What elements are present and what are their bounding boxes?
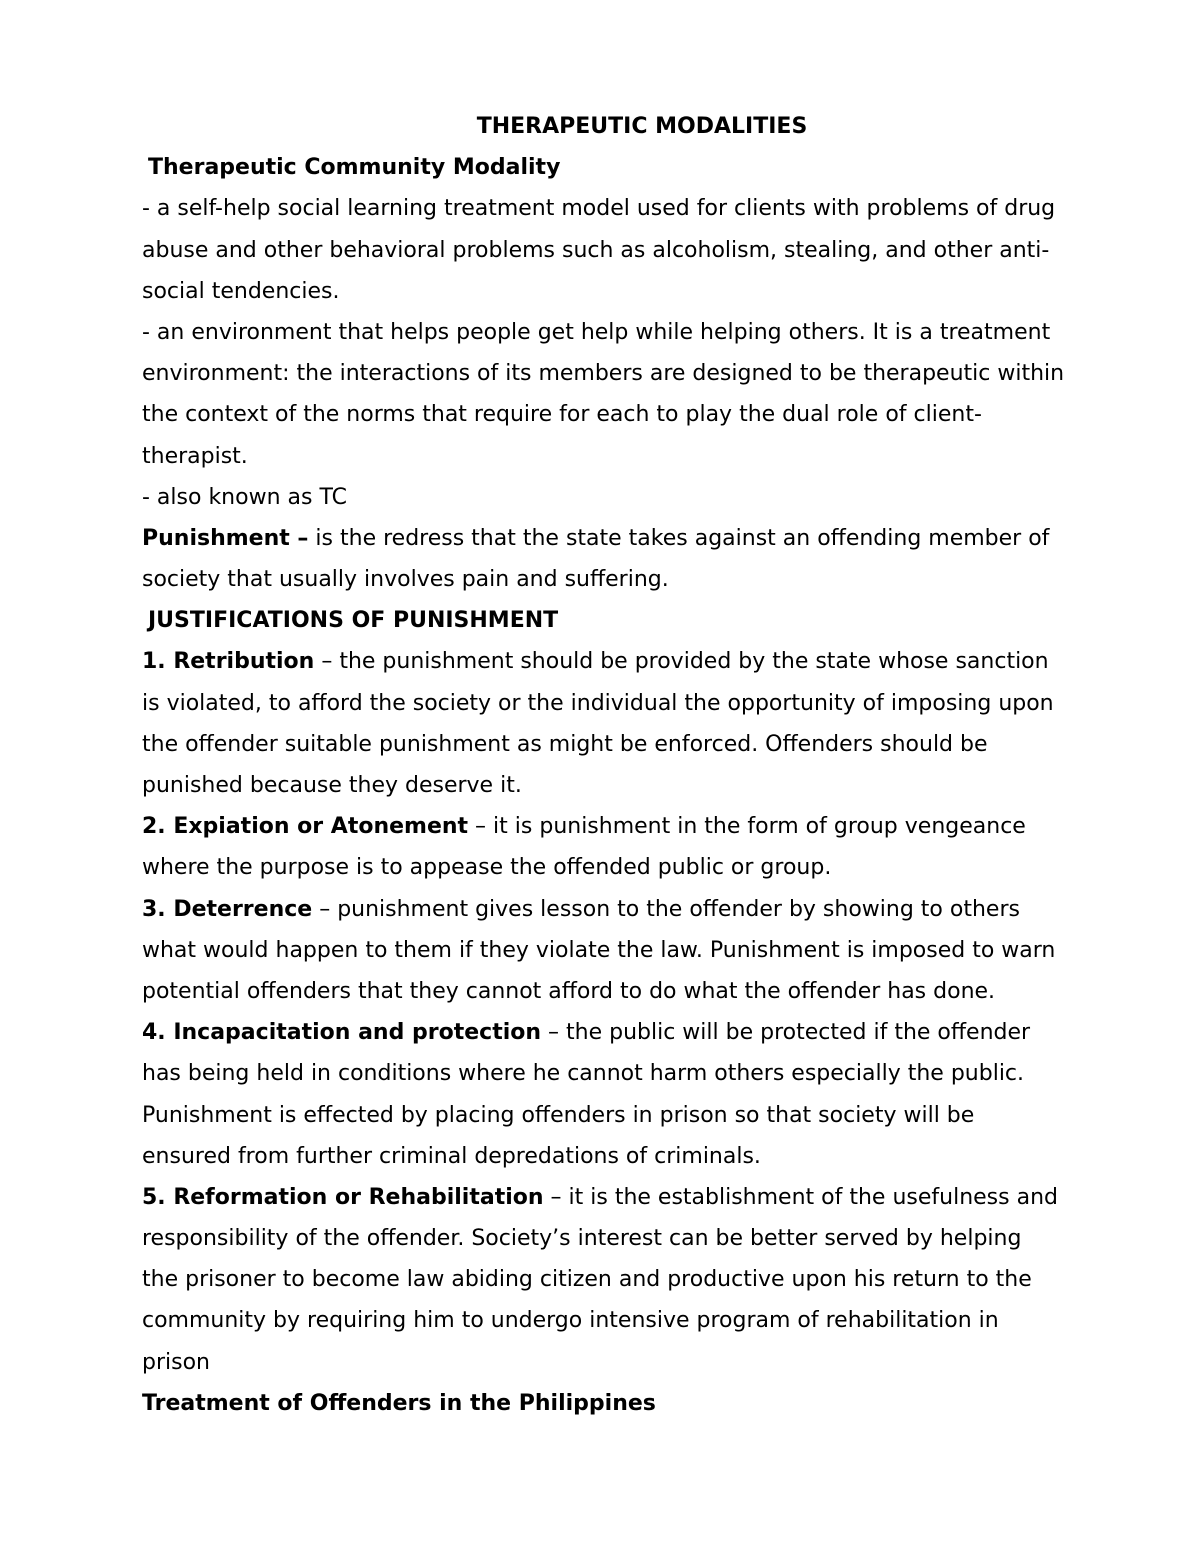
text-line: community by requiring him to undergo intensive program of rehabilitation in <box>142 1308 999 1334</box>
text-line: the prisoner to become law abiding citizen and productive upon his return to the <box>142 1267 1032 1293</box>
text-span: – it is the establishment of the usefulness and <box>543 1184 1058 1210</box>
tc-paragraph <box>142 188 1142 518</box>
text-span: – punishment gives lesson to the offender by showing to others <box>312 896 1020 922</box>
justification-item-expiation <box>142 806 1142 888</box>
punishment-term: Punishment – <box>142 525 309 551</box>
text-line: where the purpose is to appease the offended public or group. <box>142 855 832 881</box>
text-line: what would happen to them if they violate the law. Punishment is imposed to warn <box>142 937 1056 963</box>
justification-item-retribution <box>142 641 1142 806</box>
text-line: environment: the interactions of its members are designed to be therapeutic within <box>142 361 1065 387</box>
text-line: society that usually involves pain and suffering. <box>142 567 669 593</box>
justification-item-incapacitation <box>142 1012 1142 1177</box>
text-line: punished because they deserve it. <box>142 773 522 798</box>
item-label: 5. Reformation or Rehabilitation <box>142 1184 544 1210</box>
item-label: 2. Expiation or Atonement <box>142 814 469 840</box>
text-line: responsibility of the offender. Society’s interest can be better served by helping <box>142 1226 1022 1252</box>
text-line: prison <box>142 1349 210 1375</box>
text-line: the context of the norms that require for each to play the dual role of client- <box>142 402 982 428</box>
text-span: – the punishment should be provided by the state whose sanction <box>314 649 1049 675</box>
document-page <box>142 106 1142 1424</box>
text-line: abuse and other behavioral problems such as alcoholism, stealing, and other anti- <box>142 237 1050 263</box>
text-line: - an environment that helps people get help while helping others. It is a treatment <box>142 319 1051 345</box>
justifications-heading: JUSTIFICATIONS OF PUNISHMENT <box>148 608 559 634</box>
text-span: is the redress that the state takes against an offending member of <box>308 525 1050 551</box>
text-line: is violated, to afford the society or the individual the opportunity of imposing upon <box>142 690 1054 716</box>
document-title: THERAPEUTIC MODALITIES <box>476 114 808 139</box>
text-line: ensured from further criminal depredations of criminals. <box>142 1143 761 1169</box>
text-span: – it is punishment in the form of group vengeance <box>468 814 1026 840</box>
text-line: Punishment is effected by placing offenders in prison so that society will be <box>142 1102 975 1128</box>
justification-item-deterrence <box>142 889 1142 1013</box>
text-line: therapist. <box>142 443 248 469</box>
text-line: social tendencies. <box>142 278 340 304</box>
item-label: 1. Retribution <box>142 649 315 675</box>
section-heading-therapeutic-community: Therapeutic Community Modality <box>148 155 561 181</box>
text-line: has being held in conditions where he cannot harm others especially the public. <box>142 1061 1025 1087</box>
section-heading-treatment-philippines: Treatment of Offenders in the Philippines <box>142 1390 656 1416</box>
punishment-definition <box>142 518 1142 600</box>
item-label: 3. Deterrence <box>142 896 313 922</box>
text-line: - a self-help social learning treatment model used for clients with problems of drug <box>142 196 1056 222</box>
item-label: 4. Incapacitation and protection <box>142 1020 542 1046</box>
text-line: - also known as TC <box>142 484 347 510</box>
text-line: the offender suitable punishment as might be enforced. Offenders should be <box>142 731 988 757</box>
text-line: potential offenders that they cannot afford to do what the offender has done. <box>142 978 996 1004</box>
justification-item-reformation <box>142 1177 1142 1383</box>
text-span: – the public will be protected if the offender <box>541 1020 1031 1046</box>
